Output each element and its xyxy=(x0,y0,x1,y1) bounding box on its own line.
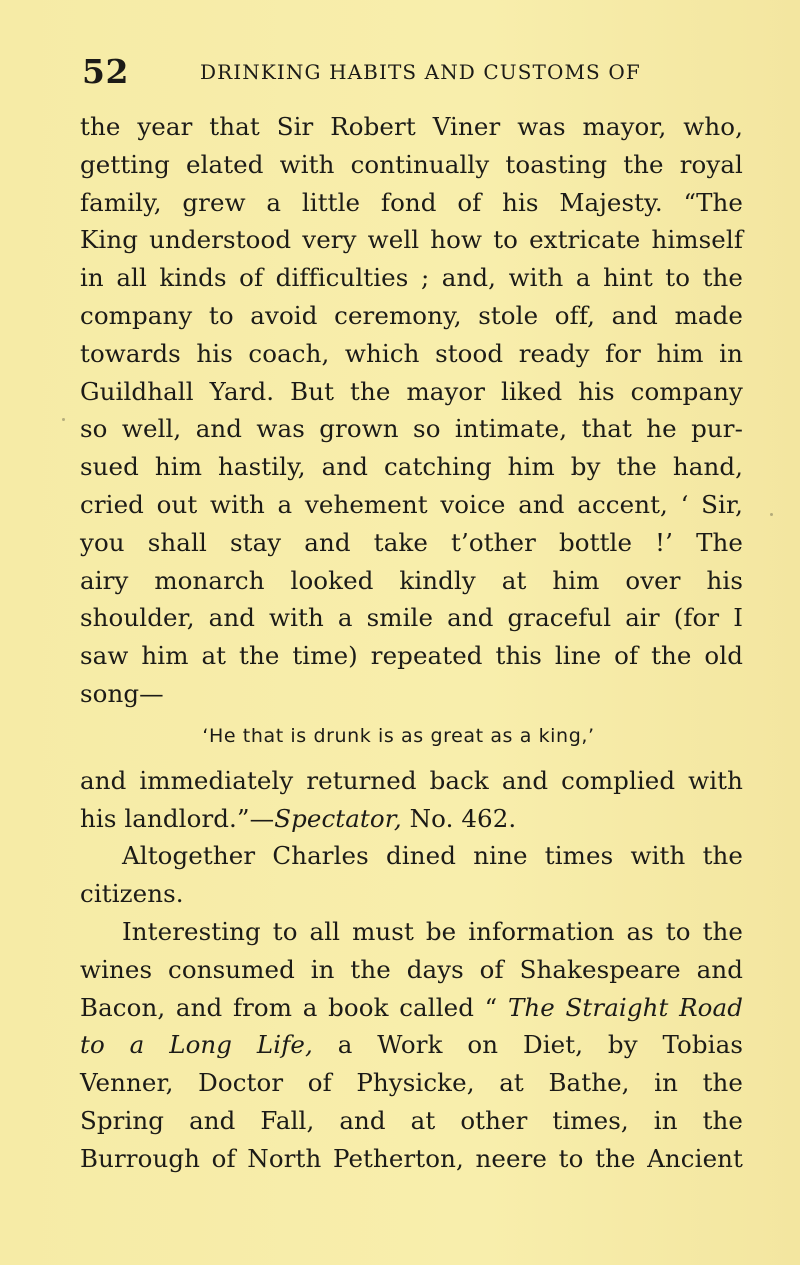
citation-text: his landlord.”— xyxy=(80,803,275,833)
verse-quote: ‘He that is drunk is as great as a king,’ xyxy=(202,724,595,747)
text-line: cried out with a vehement voice and accent, ‘ Sir, xyxy=(80,489,743,519)
text-line: Altogether Charles dined nine times with the xyxy=(122,841,743,871)
text-line: in all kinds of difficulties ; and, with a hint to the xyxy=(80,263,743,293)
text-line: so well, and was grown so intimate, that he pur- xyxy=(80,414,743,444)
running-head: DRINKING HABITS AND CUSTOMS OF xyxy=(200,60,641,84)
page-number: 52 xyxy=(82,52,129,91)
text-line: getting elated with continually toasting the royal xyxy=(80,149,743,179)
text-line: airy monarch looked kindly at him over his xyxy=(80,565,743,595)
paper-speck xyxy=(770,513,773,516)
citation-number: No. 462. xyxy=(401,803,517,833)
text-line: and immediately returned back and complied with xyxy=(80,765,743,795)
text-line: sued him hastily, and catching him by the hand, xyxy=(80,452,743,482)
book-title-italic-cont: to a Long Life, xyxy=(80,1030,313,1060)
text-line: King understood very well how to extricate himself xyxy=(80,225,743,255)
text-line: song— xyxy=(80,678,164,708)
text-line: Burrough of North Petherton, neere to the Ancient xyxy=(80,1143,743,1173)
body-text xyxy=(80,108,743,1178)
page-header xyxy=(82,52,742,92)
text-line-citation xyxy=(80,800,743,838)
text-line: company to avoid ceremony, stole off, and made xyxy=(80,300,743,330)
text-line: family, grew a little fond of his Majesty. “The xyxy=(80,187,743,217)
book-title-lead: Bacon, and from a book called “ xyxy=(80,992,508,1022)
text-line-book-title-cont xyxy=(80,1026,743,1064)
text-line-book-title xyxy=(80,989,743,1027)
text-line: shoulder, and with a smile and graceful air (for I xyxy=(80,603,743,633)
paper-speck xyxy=(62,418,65,421)
book-description: a Work on Diet, by Tobias xyxy=(312,1030,743,1060)
text-line: Interesting to all must be information as to the xyxy=(122,916,743,946)
text-line: citizens. xyxy=(80,879,184,909)
text-line: the year that Sir Robert Viner was mayor, who, xyxy=(80,112,743,141)
text-line: you shall stay and take t’other bottle !’ The xyxy=(80,527,743,557)
text-line: saw him at the time) repeated this line of the old xyxy=(80,641,743,671)
text-line: Guildhall Yard. But the mayor liked his company xyxy=(80,376,743,406)
book-title-italic: The Straight Road xyxy=(507,992,743,1022)
text-line: Venner, Doctor of Physicke, at Bathe, in the xyxy=(80,1068,743,1098)
text-line: towards his coach, which stood ready for him in xyxy=(80,338,743,368)
citation-source-title: Spectator, xyxy=(274,803,402,833)
text-line: wines consumed in the days of Shakespeare and xyxy=(80,954,743,984)
text-line: Spring and Fall, and at other times, in the xyxy=(80,1105,743,1135)
